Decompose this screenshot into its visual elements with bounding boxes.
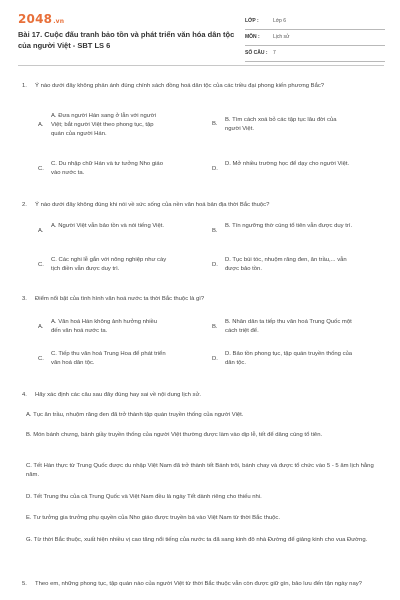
question-text: Điểm nổi bật của tình hình văn hoá nước ta thời Bắc thuộc là gì? xyxy=(35,296,205,302)
option-letter: A. xyxy=(38,122,44,128)
option-text: B. Tìm cách xoá bỏ các tập tục lâu đời của người Việt. xyxy=(225,117,337,132)
option-letter: B. xyxy=(212,324,218,330)
site-logo[interactable] xyxy=(18,12,64,26)
option-letter: D. xyxy=(212,356,218,362)
meta-row-class xyxy=(245,14,385,30)
option-text: A. Người Việt vẫn bảo tồn và nói tiếng Việt. xyxy=(51,223,165,229)
question-text: Hãy xác định các câu sau đây đúng hay sai về nội dung lịch sử. xyxy=(35,392,202,398)
logo-text: 2048 xyxy=(18,12,53,26)
option-text: A. Văn hoá Hán không ảnh hưởng nhiều đến văn hoá nước ta. xyxy=(51,319,158,334)
meta-key: MÔN : xyxy=(245,34,260,40)
option-letter: B. xyxy=(212,121,218,127)
question-number: 2. xyxy=(22,202,27,208)
option-letter: C. xyxy=(38,166,44,172)
option-text: D. Tục búi tóc, nhuộm răng đen, ăn trầu,... vẫn được bảo tồn. xyxy=(225,257,347,272)
option-text: A. Đưa người Hán sang ở lẫn với người Việt; bắt người Việt theo phong tục, tập quán của người Hán. xyxy=(51,113,156,137)
question-number: 3. xyxy=(22,296,27,302)
option-letter: A. xyxy=(38,324,44,330)
worksheet-title: Bài 17. Cuộc đấu tranh bảo tồn và phát triển văn hóa dân tộc của người Việt - SBT LS 6 xyxy=(18,30,235,50)
statement-c: C. Tết Hàn thực từ Trung Quốc được du nhập Việt Nam đã trở thành tết Bánh trôi, bánh chay và được tổ chức vào 5 - 5 âm lịch hằng năm. xyxy=(26,463,374,478)
question-text: Ý nào dưới đây không đúng khi nói về sức sống của nền văn hoá bản địa thời Bắc thuộc? xyxy=(35,202,270,208)
option-text: C. Các nghi lễ gắn với nông nghiệp như cày tịch điền vẫn được duy trì. xyxy=(51,257,167,272)
statement-g: G. Từ thời Bắc thuộc, xuất hiện nhiều vị cao tăng nổi tiếng của nước ta đã sang kinh đô nhà Đường để giảng kinh cho vua Đường. xyxy=(26,537,368,543)
option-letter: D. xyxy=(212,262,218,268)
option-text: D. Bảo tồn phong tục, tập quán truyền thống của dân tộc. xyxy=(225,351,353,366)
statement-b: B. Món bánh chưng, bánh giầy truyền thống của người Việt thường được làm vào dịp lễ, tết để dâng cúng tổ tiên. xyxy=(26,432,323,438)
question-text: Theo em, những phong tục, tập quán nào của người Việt từ thời Bắc thuộc vẫn còn được giữ gìn, bảo lưu đến tận ngày nay? xyxy=(35,581,362,587)
option-letter: C. xyxy=(38,356,44,362)
statement-a: A. Tục ăn trầu, nhuộm răng đen đã trở thành tập quán truyền thống của người Việt. xyxy=(26,412,244,418)
option-text: B. Tín ngưỡng thờ cúng tổ tiên vẫn được duy trì. xyxy=(225,223,353,229)
meta-key: SỐ CÂU : xyxy=(245,50,268,56)
question-text: Ý nào dưới đây không phản ánh đúng chính sách đồng hoá dân tộc của các triều đại phong kiến phương Bắc? xyxy=(35,83,325,89)
header-divider xyxy=(18,65,384,66)
option-letter: D. xyxy=(212,166,218,172)
statement-d: D. Tết Trung thu của cả Trung Quốc và Việt Nam đều là ngày Tết dành riêng cho thiếu nhi. xyxy=(26,494,262,500)
question-number: 4. xyxy=(22,392,27,398)
meta-value: 7 xyxy=(273,50,276,56)
worksheet-meta xyxy=(245,14,385,62)
meta-value: Lịch sử xyxy=(273,34,290,40)
option-text: B. Nhân dân ta tiếp thu văn hoá Trung Quốc một cách triệt để. xyxy=(225,319,352,334)
meta-row-subject xyxy=(245,30,385,46)
option-text: C. Tiếp thu văn hoá Trung Hoa để phát triển văn hoá dân tộc. xyxy=(51,351,166,366)
meta-key: LỚP : xyxy=(245,18,259,24)
meta-row-count xyxy=(245,46,385,62)
question-number: 1. xyxy=(22,83,27,89)
statement-e: E. Tư tưởng gia trưởng phụ quyền của Nho giáo được truyền bá vào Việt Nam từ thời Bắc thuộc. xyxy=(26,515,281,521)
option-letter: B. xyxy=(212,228,218,234)
page-header xyxy=(18,12,384,58)
option-letter: C. xyxy=(38,262,44,268)
option-text: D. Mở nhiều trường học để dạy cho người Việt. xyxy=(225,161,350,167)
meta-value: Lớp 6 xyxy=(273,18,287,24)
question-number: 5. xyxy=(22,581,27,587)
option-text: C. Du nhập chữ Hán và tư tưởng Nho giáo vào nước ta. xyxy=(51,161,163,176)
logo-tld: .vn xyxy=(53,18,65,25)
option-letter: A. xyxy=(38,228,44,234)
